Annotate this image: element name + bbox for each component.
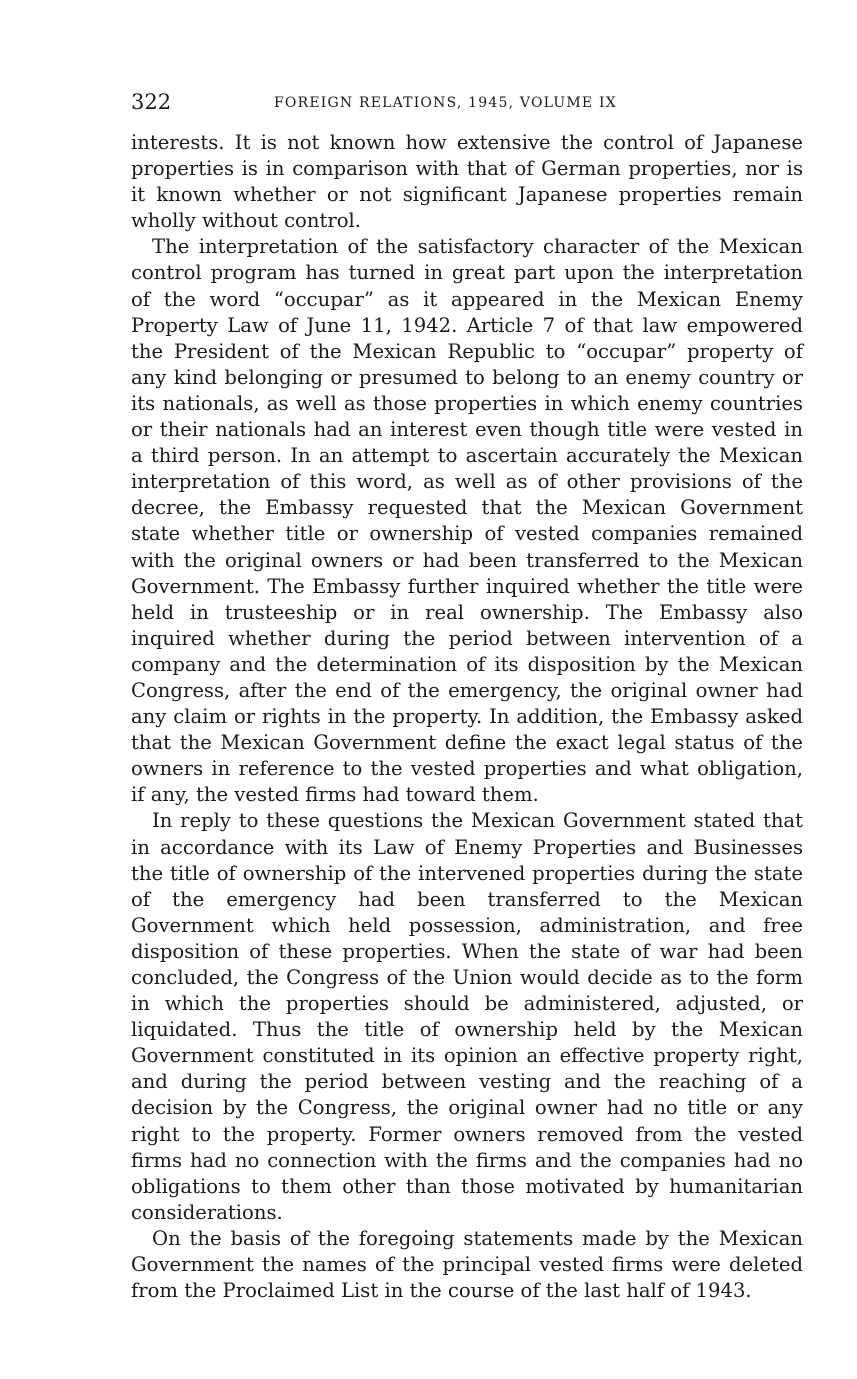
- paragraph-continued: interests. It is not known how extensive the control of Japanese properties is in comparison with that of German properties, nor is it known whether or not significant Japanese properties remain wholly without control.: [131, 131, 803, 233]
- paragraph-mexican-reply: In reply to these questions the Mexican Government stated that in accordance with its Law of Enemy Properties and Businesses the title of ownership of the intervened properties during the state of the emergency had been transferred to the Mexican Government which held possession, administration, and free disposition of these properties. When the state of war had been concluded, the Congress of the Union would decide as to the form in which the properties should be administered, adjusted, or liquidated. Thus the title of ownership held by the Mexican Government constituted in its opinion an effective property right, and during the period between vesting and the reaching of a decision by the Congress, the original owner had no title or any right to the property. Former owners removed from the vested firms had no connection with the firms and the companies had no obligations to them other than those motivated by humanitarian considerations.: [131, 809, 803, 1224]
- running-head: FOREIGN RELATIONS, 1945, VOLUME IX: [274, 95, 617, 111]
- paragraph-interpretation: The interpretation of the satisfactory character of the Mexican control program has turned in great part upon the interpretation of the word “occupar” as it appeared in the Mexican Enemy Property Law of June 11, 1942. Article 7 of that law empowered the President of the Mexican Republic to “occupar” property of any kind belonging or presumed to belong to an enemy country or its nationals, as well as those properties in which enemy countries or their nationals had an interest even though title were vested in a third person. In an attempt to ascertain accurately the Mexican interpretation of this word, as well as of other provisions of the decree, the Embassy requested that the Mexican Government state whether title or ownership of vested companies remained with the original owners or had been transferred to the Mexican Government. The Embassy further inquired whether the title were held in trusteeship or in real ownership. The Embassy also inquired whether during the period between intervention of a company and the determination of its disposition by the Mexican Congress, after the end of the emergency, the original owner had any claim or rights in the property. In addition, the Embassy asked that the Mexican Government define the exact legal status of the owners in reference to the vested properties and what obligation, if any, the vested firms had toward them.: [131, 235, 803, 807]
- page-header: [131, 88, 803, 116]
- body-text: [131, 130, 803, 1304]
- page-number: 322: [131, 90, 172, 114]
- paragraph-conclusion: On the basis of the foregoing statements made by the Mexican Government the names of the principal vested firms were deleted from the Proclaimed List in the course of the last half of 1943.: [131, 1226, 803, 1303]
